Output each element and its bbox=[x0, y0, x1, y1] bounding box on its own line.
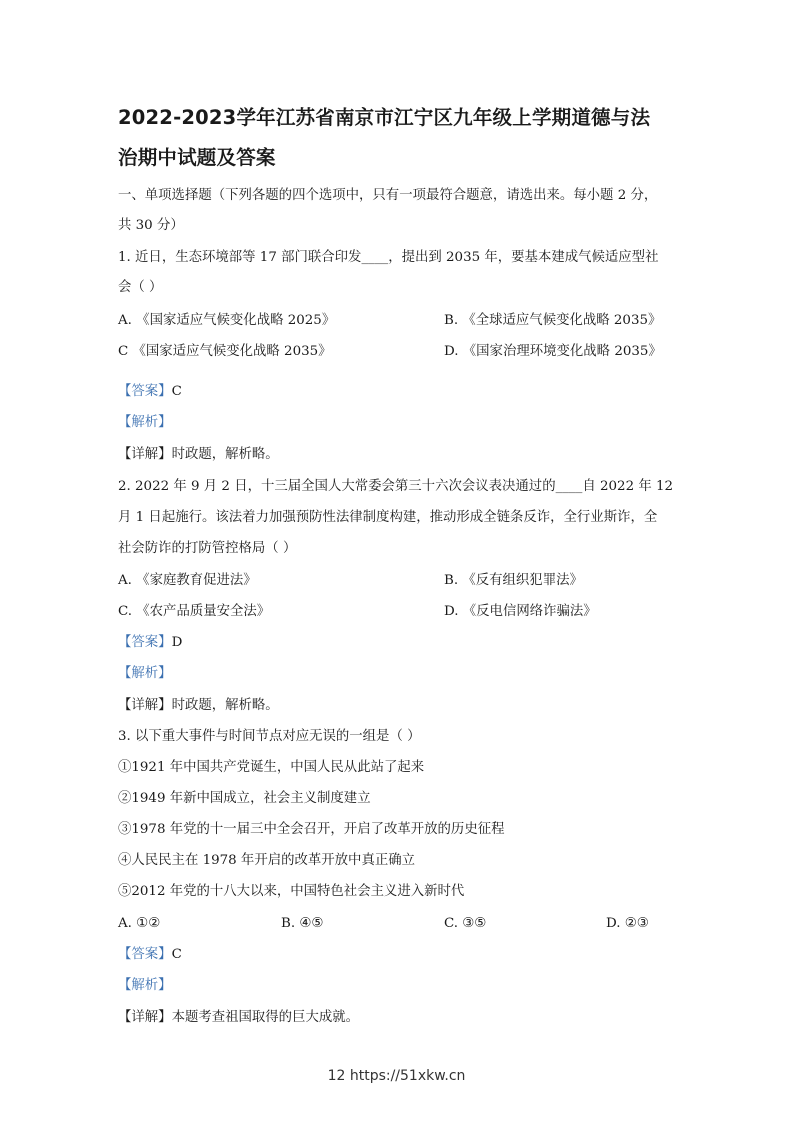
question-3-item-2: ②1949 年新中国成立，社会主义制度建立 bbox=[118, 791, 371, 806]
answer-tag: 【答案】 bbox=[118, 947, 172, 962]
question-1-option-d: D. 《国家治理环境变化战略 2035》 bbox=[444, 344, 662, 359]
question-2-stem-cont2: 社会防诈的打防管控格局（ ） bbox=[118, 541, 297, 556]
question-2-option-a: A. 《家庭教育促进法》 bbox=[118, 573, 257, 588]
document-title-line1: 2022-2023学年江苏省南京市江宁区九年级上学期道德与法 bbox=[118, 106, 651, 129]
question-1-option-c: C 《国家适应气候变化战略 2035》 bbox=[118, 344, 332, 359]
question-3-item-1: ①1921 年中国共产党诞生，中国人民从此站了起来 bbox=[118, 760, 425, 775]
question-1-detail bbox=[118, 445, 279, 465]
question-1-stem: 1. 近日，生态环境部等 17 部门联合印发____，提出到 2035 年，要基本建成气候适应型社 bbox=[118, 250, 659, 265]
detail-text: 本题考查祖国取得的巨大成就。 bbox=[171, 1010, 360, 1025]
question-3-detail bbox=[118, 1008, 359, 1028]
question-3-option-a: A. ①② bbox=[118, 916, 161, 931]
answer-value: C bbox=[171, 384, 182, 399]
question-2-option-b: B. 《反有组织犯罪法》 bbox=[444, 573, 583, 588]
question-2-detail bbox=[118, 696, 279, 716]
answer-value: D bbox=[171, 635, 183, 650]
detail-tag: 【详解】 bbox=[118, 447, 172, 462]
question-2-answer bbox=[118, 633, 182, 653]
question-2-stem-cont: 月 1 日起施行。该法着力加强预防性法律制度构建，推动形成全链条反诈，全行业斯诈，全 bbox=[118, 510, 658, 525]
question-3-analysis: 【解析】 bbox=[118, 978, 172, 993]
detail-text: 时政题，解析略。 bbox=[171, 698, 279, 713]
question-3-item-5: ⑤2012 年党的十八大以来，中国特色社会主义进入新时代 bbox=[118, 884, 465, 899]
question-1-stem-cont: 会（ ） bbox=[118, 280, 163, 295]
question-1-option-b: B. 《全球适应气候变化战略 2035》 bbox=[444, 313, 662, 328]
section-heading: 一、单项选择题（下列各题的四个选项中，只有一项最符合题意，请选出来。每小题 2 分， bbox=[118, 188, 658, 203]
question-2-option-d: D. 《反电信网络诈骗法》 bbox=[444, 604, 597, 619]
detail-tag: 【详解】 bbox=[118, 1010, 172, 1025]
question-3-option-d: D. ②③ bbox=[606, 916, 649, 931]
section-heading-cont: 共 30 分） bbox=[118, 218, 184, 233]
question-1-answer bbox=[118, 382, 182, 402]
question-3-option-b: B. ④⑤ bbox=[281, 916, 324, 931]
question-3-stem: 3. 以下重大事件与时间节点对应无误的一组是（ ） bbox=[118, 729, 421, 744]
page-footer: 12 https://51xkw.cn bbox=[327, 1068, 466, 1084]
question-3-option-c: C. ③⑤ bbox=[444, 916, 487, 931]
question-3-item-3: ③1978 年党的十一届三中全会召开，开启了改革开放的历史征程 bbox=[118, 822, 505, 837]
question-3-item-4: ④人民民主在 1978 年开启的改革开放中真正确立 bbox=[118, 853, 416, 868]
question-1-analysis: 【解析】 bbox=[118, 415, 172, 430]
question-2-analysis: 【解析】 bbox=[118, 666, 172, 681]
question-2-option-c: C. 《农产品质量安全法》 bbox=[118, 604, 271, 619]
detail-text: 时政题，解析略。 bbox=[171, 447, 279, 462]
answer-value: C bbox=[171, 947, 182, 962]
document-title-line2: 治期中试题及答案 bbox=[118, 146, 276, 169]
answer-tag: 【答案】 bbox=[118, 384, 172, 399]
answer-tag: 【答案】 bbox=[118, 635, 172, 650]
question-1-option-a: A. 《国家适应气候变化战略 2025》 bbox=[118, 313, 336, 328]
detail-tag: 【详解】 bbox=[118, 698, 172, 713]
question-2-stem: 2. 2022 年 9 月 2 日，十三届全国人大常委会第三十六次会议表决通过的____自 2022 年 12 bbox=[118, 479, 674, 494]
question-3-answer bbox=[118, 945, 182, 965]
